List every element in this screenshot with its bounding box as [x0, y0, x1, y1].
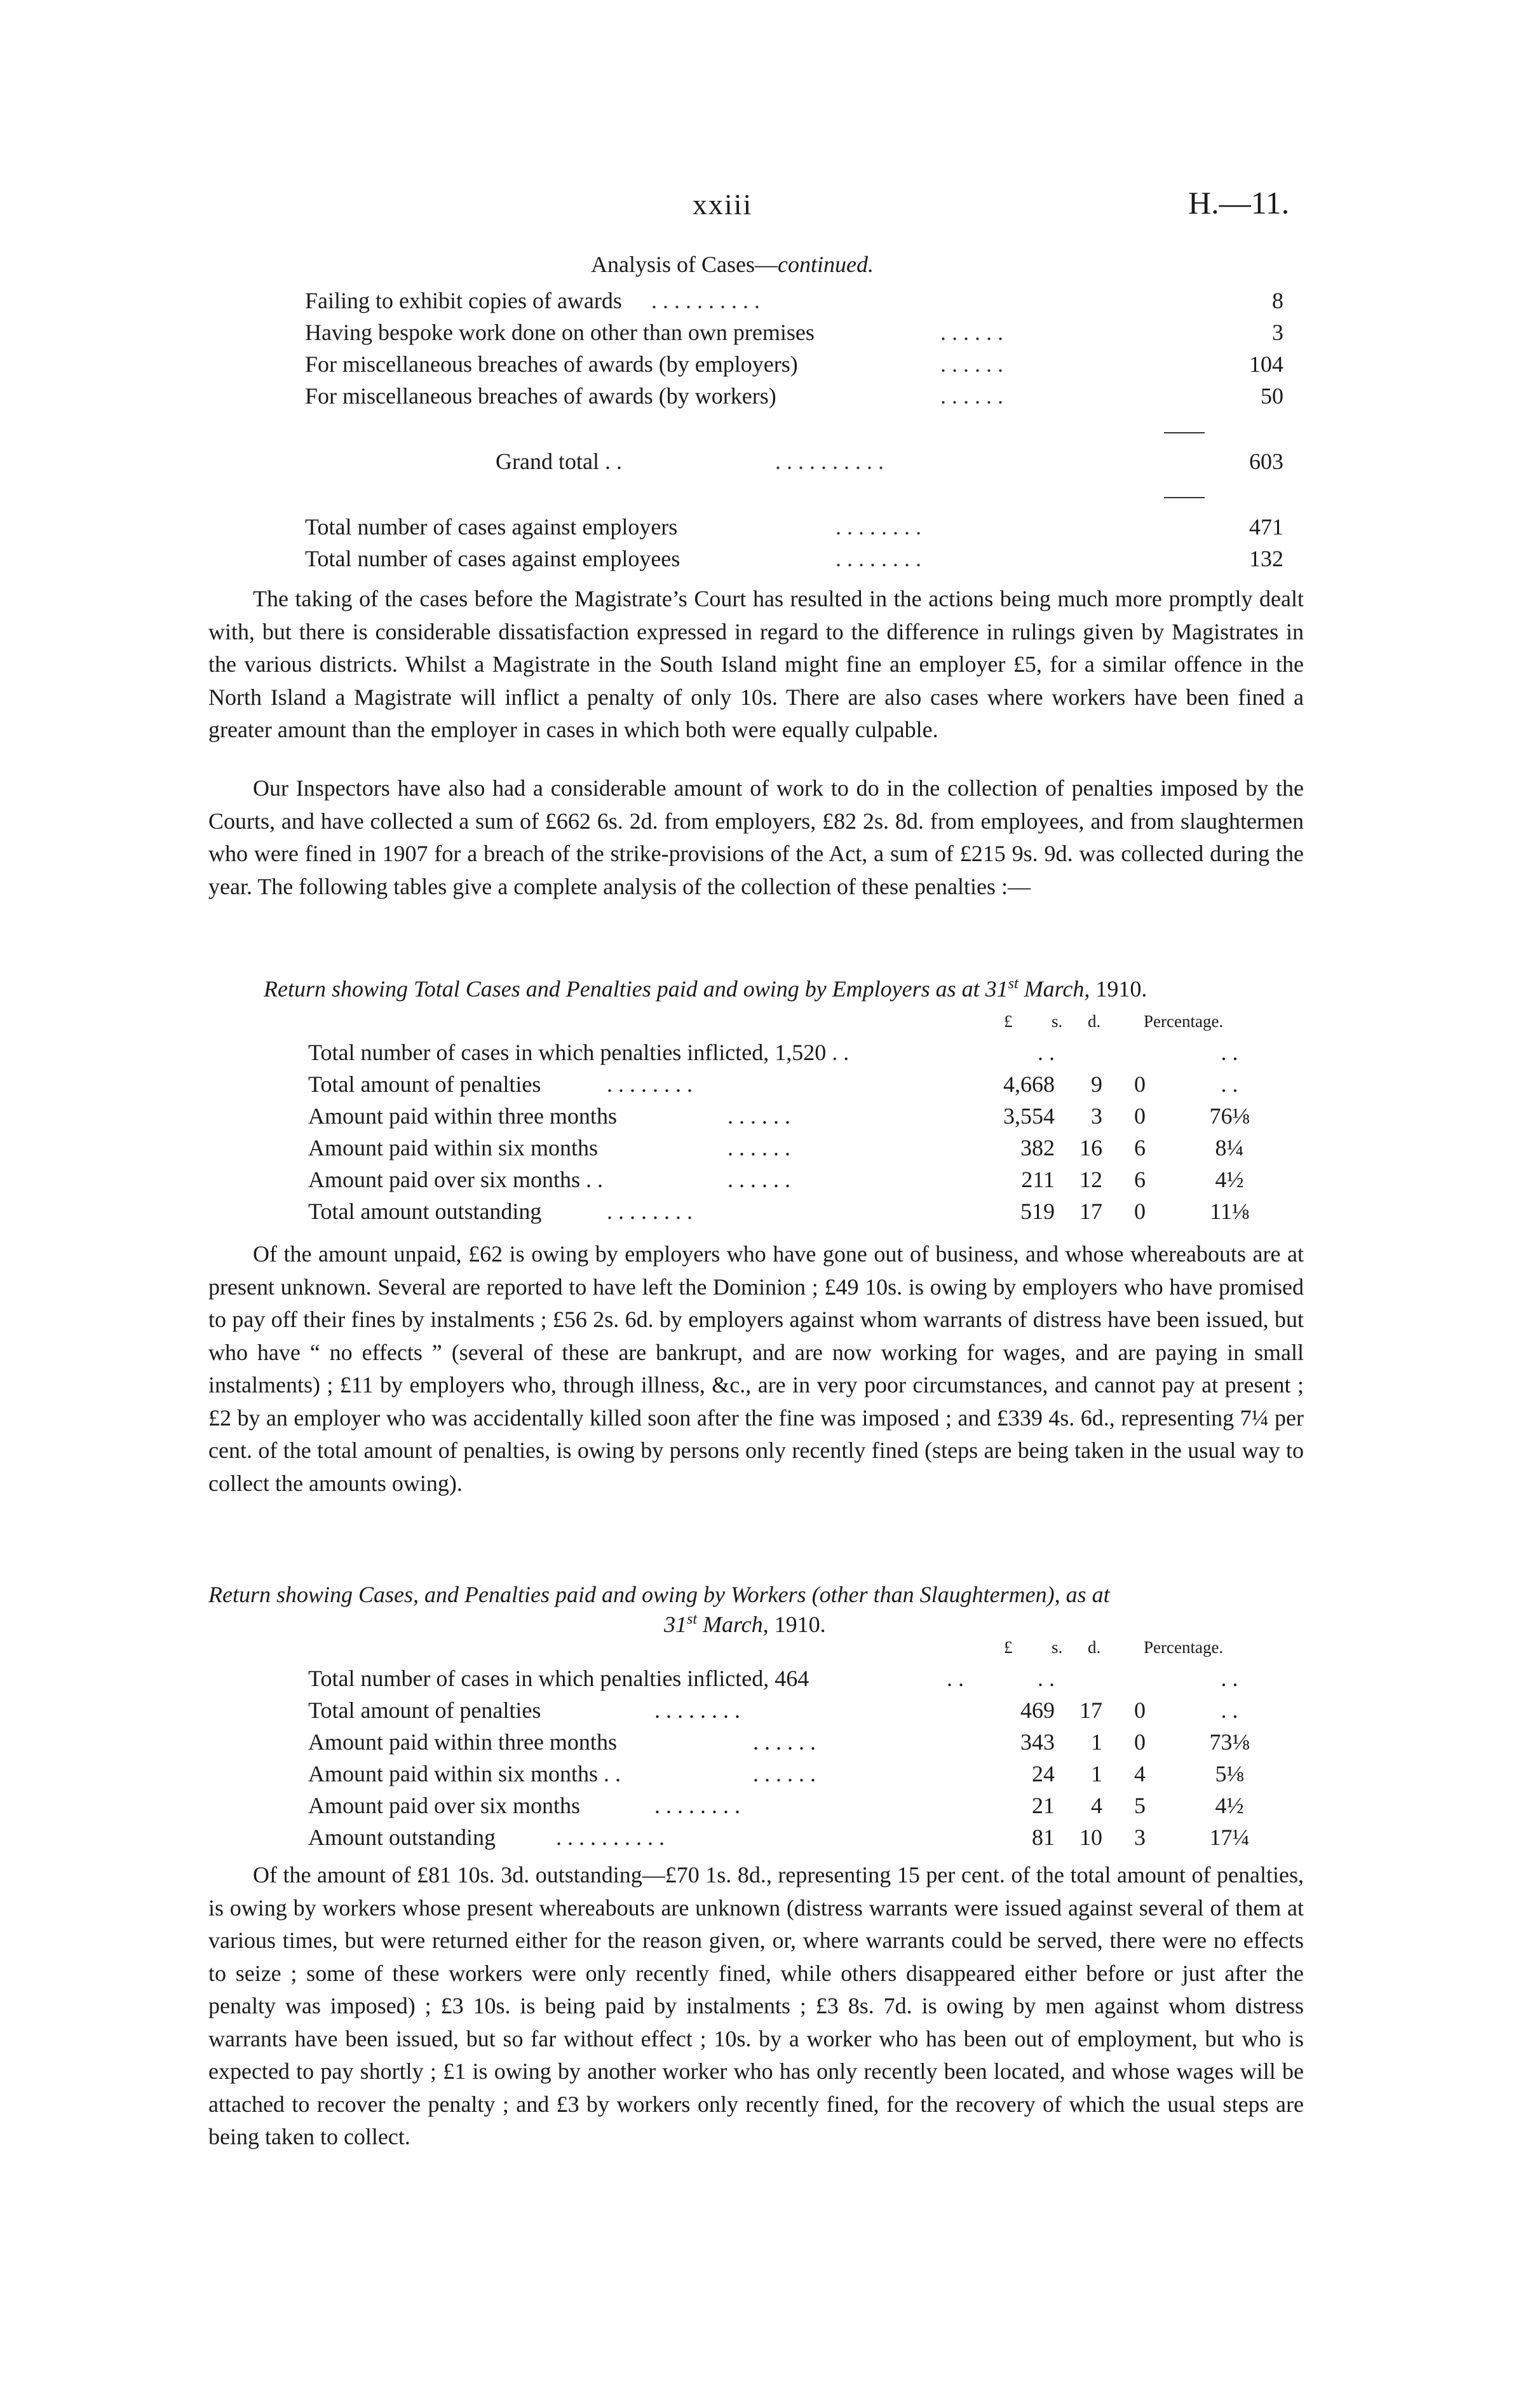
grand-total-value: 603 — [1249, 449, 1283, 474]
workers-return-title-line1: Return showing Cases, and Penalties paid and owing by Workers (other than Slaughtermen), as at — [208, 1582, 1110, 1607]
paragraph — [208, 1238, 1304, 1500]
row-percentage: . . — [1221, 1071, 1238, 1097]
leader-dots: . . . . . . . . — [654, 1793, 740, 1818]
analysis-row — [305, 351, 1296, 383]
col-header-percentage: Percentage. — [1144, 1638, 1224, 1657]
leader-dots: . . . . . . — [728, 1103, 790, 1129]
leader-dots: . . . . . . . . . . — [775, 449, 884, 474]
total-row-value: 471 — [1249, 514, 1283, 540]
col-header-shilling: s. — [1052, 1012, 1063, 1031]
workers-return-title-line2 — [664, 1611, 826, 1638]
page-number: xxiii — [693, 188, 753, 221]
workers-row — [308, 1665, 1325, 1697]
row-pence: 0 — [1134, 1199, 1146, 1224]
paragraph-text: Of the amount unpaid, £62 is owing by employers who have gone out of business, and whose whereabouts are at present unknown. Several are reported to have left the Dominion ; £49 10s. is owing by employers who have promised to pay off their fines by instalments ; £56 2s. 6d. by employers against whom warrants of distress have been issued, but who have “ no effects ” (several of these are bankrupt, and are now working for wages, and are paying in small instalments) ; £11 by employers who, through illness, &c., are in very poor circumstances, and cannot pay at present ; £2 by an employer who was accidentally killed soon after the fine was imposed ; and £339 4s. 6d., representing 7¼ per cent. of the total amount of penalties, is owing by persons only recently fined (steps are being taken in the usual way to collect the amounts owing). — [208, 1241, 1304, 1496]
row-pence: 0 — [1134, 1103, 1146, 1129]
leader-dots: . . . . . . . . . . — [556, 1825, 665, 1850]
leader-dots: . . . . . . — [728, 1135, 790, 1160]
workers-return-title-line2-st: st — [687, 1611, 698, 1628]
col-header-pound: £ — [1004, 1012, 1013, 1031]
workers-row — [308, 1729, 1325, 1760]
row-pence: 4 — [1134, 1761, 1146, 1786]
row-label: Amount paid within three months — [308, 1103, 617, 1129]
row-pounds: 81 — [1032, 1825, 1055, 1850]
employers-row — [308, 1134, 1325, 1166]
leader-dots: . . . . . . — [940, 351, 1003, 377]
row-pence: 5 — [1134, 1793, 1146, 1818]
row-shillings: 17 — [1079, 1199, 1102, 1224]
row-pence: 6 — [1134, 1135, 1146, 1160]
analysis-row-value: 8 — [1272, 288, 1283, 313]
employers-return-title-a: Return showing Total Cases and Penalties paid and owing by Employers as at 31 — [264, 976, 1008, 1002]
paragraph-text: Of the amount of £81 10s. 3d. outstanding—£70 1s. 8d., representing 15 per cent. of the total amount of penalties, is owing by workers whose present whereabouts are unknown (distress warrants were issued against several of them at various times, but were returned either for the reason given, or, where warrants could be served, there were no effects to seize ; some of these workers were only recently fined, while others disappeared either before or just after the penalty was imposed) ; £3 10s. is being paid by instalments ; £3 8s. 7d. is owing by men against whom distress warrants have been issued, but so far without effect ; 10s. by a worker who has been out of employment, but who is expected to pay shortly ; £1 is owing by another worker who has only recently been located, and whose wages will be attached to recover the penalty ; and £3 by workers only recently fined, for the recovery of which the usual steps are being taken to collect. — [208, 1862, 1304, 2149]
employers-row — [308, 1039, 1325, 1071]
workers-row — [308, 1697, 1325, 1729]
row-pounds: 469 — [1020, 1697, 1055, 1723]
grand-total-row — [496, 448, 1296, 480]
row-percentage: . . — [1221, 1040, 1238, 1065]
row-pounds: 3,554 — [1003, 1103, 1055, 1129]
row-percentage: . . — [1221, 1697, 1238, 1723]
row-label: Total number of cases in which penalties inflicted, 1,520 . . — [308, 1040, 849, 1065]
workers-row — [308, 1792, 1325, 1824]
employers-return-title — [264, 976, 1147, 1002]
workers-row — [308, 1824, 1325, 1856]
sum-rule — [1164, 497, 1205, 498]
row-label: Amount paid within six months . . — [308, 1761, 621, 1786]
row-percentage: . . — [1221, 1666, 1238, 1691]
row-pence: 0 — [1134, 1071, 1146, 1097]
analysis-title-text: Analysis of Cases— — [591, 252, 778, 277]
leader-dots: . . . . . . — [940, 383, 1003, 409]
row-pounds: 343 — [1020, 1729, 1055, 1755]
row-label: Total number of cases in which penalties inflicted, 464 — [308, 1666, 809, 1691]
col-header-pound: £ — [1004, 1638, 1013, 1657]
paragraph — [208, 1859, 1304, 2154]
row-pounds: 21 — [1032, 1793, 1055, 1818]
employers-return-title-st: st — [1008, 976, 1019, 992]
analysis-row-value: 3 — [1272, 320, 1283, 345]
employers-row — [308, 1166, 1325, 1198]
row-shillings: 17 — [1079, 1697, 1102, 1723]
col-header-pence: d. — [1088, 1638, 1101, 1657]
analysis-row-label: For miscellaneous breaches of awards (by employers) — [305, 351, 798, 377]
row-label: Amount paid within three months — [308, 1729, 617, 1755]
analysis-title-italic: continued. — [777, 252, 874, 277]
row-percentage: 5⅛ — [1215, 1761, 1244, 1786]
row-pence: 3 — [1134, 1825, 1146, 1850]
paragraph-text: The taking of the cases before the Magistrate’s Court has resulted in the actions being much more promptly dealt with, but there is considerable dissatisfaction expressed in regard to the difference in rulings given by Magistrates in the various districts. Whilst a Magistrate in the South Island might fine an employer £5, for a similar offence in the North Island a Magistrate will inflict a penalty of only 10s. There are also cases where workers have been fined a greater amount than the employer in cases in which both were equally culpable. — [208, 586, 1304, 742]
paragraph-text: Our Inspectors have also had a considerable amount of work to do in the collection of penalties imposed by the Courts, and have collected a sum of £662 6s. 2d. from employers, £82 2s. 8d. from employees, and from slaughtermen who were fined in 1907 for a breach of the strike-provisions of the Act, a sum of £215 9s. 9d. was collected during the year. The following tables give a complete analysis of the collection of these penalties :— — [208, 775, 1304, 899]
row-pence: 0 — [1134, 1729, 1146, 1755]
analysis-row-label: For miscellaneous breaches of awards (by workers) — [305, 383, 776, 409]
leader-dots: . . . . . . . . — [836, 514, 921, 540]
row-shillings: 4 — [1091, 1793, 1102, 1818]
row-percentage: 4½ — [1215, 1793, 1244, 1818]
row-shillings: 10 — [1079, 1825, 1102, 1850]
analysis-row — [305, 287, 1296, 319]
workers-row — [308, 1760, 1325, 1792]
workers-return-title-line2-a: 31 — [664, 1612, 687, 1637]
row-percentage: 76⅛ — [1209, 1103, 1250, 1129]
employers-return-title-b: March, — [1018, 976, 1096, 1002]
paragraph — [208, 772, 1304, 903]
row-pence: 6 — [1134, 1167, 1146, 1192]
leader-dots: . . — [947, 1666, 964, 1691]
document-reference: H.—11. — [1188, 185, 1290, 221]
analysis-row — [305, 319, 1296, 351]
row-label: Total amount of penalties — [308, 1071, 541, 1097]
workers-return-title-line2-year: 1910. — [774, 1612, 826, 1637]
row-pence: 0 — [1134, 1697, 1146, 1723]
total-row-value: 132 — [1249, 546, 1283, 571]
leader-dots: . . . . . . . . . . — [651, 288, 760, 313]
row-label: Amount paid over six months . . — [308, 1167, 603, 1192]
row-shillings: 9 — [1091, 1071, 1102, 1097]
row-pounds: 211 — [1021, 1167, 1055, 1192]
analysis-row-value: 50 — [1261, 383, 1283, 409]
row-pounds: . . — [1038, 1040, 1055, 1065]
paragraph — [208, 583, 1304, 747]
analysis-row-label: Failing to exhibit copies of awards — [305, 288, 622, 313]
analysis-title — [591, 251, 874, 278]
row-percentage: 4½ — [1215, 1167, 1244, 1192]
row-label: Amount outstanding — [308, 1825, 496, 1850]
leader-dots: . . . . . . . . — [654, 1697, 740, 1723]
analysis-row-label: Having bespoke work done on other than own premises — [305, 320, 815, 345]
row-percentage: 11⅛ — [1210, 1199, 1249, 1224]
employers-row — [308, 1071, 1325, 1103]
row-label: Total amount outstanding — [308, 1199, 542, 1224]
col-header-shilling: s. — [1052, 1638, 1063, 1657]
total-row — [305, 545, 1296, 577]
employers-row — [308, 1103, 1325, 1134]
total-row-label: Total number of cases against employers — [305, 514, 678, 540]
row-label: Total amount of penalties — [308, 1697, 541, 1723]
row-shillings: 1 — [1091, 1729, 1102, 1755]
row-pounds: 382 — [1020, 1135, 1055, 1160]
row-shillings: 12 — [1079, 1167, 1102, 1192]
analysis-row — [305, 383, 1296, 414]
grand-total-label: Grand total . . — [496, 449, 622, 474]
total-row-label: Total number of cases against employees — [305, 546, 680, 571]
row-percentage: 73⅛ — [1209, 1729, 1250, 1755]
total-row — [305, 514, 1296, 545]
row-pounds: 519 — [1020, 1199, 1055, 1224]
sum-rule — [1164, 432, 1205, 433]
row-percentage: 17¼ — [1209, 1825, 1250, 1850]
col-header-pence: d. — [1088, 1012, 1101, 1031]
analysis-row-value: 104 — [1249, 351, 1283, 377]
leader-dots: . . . . . . — [940, 320, 1003, 345]
workers-return-title-line2-b: March, — [697, 1612, 775, 1637]
row-shillings: 1 — [1091, 1761, 1102, 1786]
leader-dots: . . . . . . . . — [607, 1199, 693, 1224]
row-pounds: 4,668 — [1003, 1071, 1055, 1097]
row-shillings: 3 — [1091, 1103, 1102, 1129]
row-label: Amount paid over six months — [308, 1793, 580, 1818]
leader-dots: . . . . . . — [753, 1729, 816, 1755]
col-header-percentage: Percentage. — [1144, 1012, 1224, 1031]
row-shillings: 16 — [1079, 1135, 1102, 1160]
leader-dots: . . . . . . — [753, 1761, 816, 1786]
row-label: Amount paid within six months — [308, 1135, 599, 1160]
leader-dots: . . . . . . . . — [607, 1071, 693, 1097]
row-pounds: 24 — [1032, 1761, 1055, 1786]
leader-dots: . . . . . . — [728, 1167, 790, 1192]
employers-return-title-year: 1910. — [1095, 976, 1147, 1002]
row-pounds: . . — [1038, 1666, 1055, 1691]
row-percentage: 8¼ — [1215, 1135, 1244, 1160]
employers-row — [308, 1198, 1325, 1230]
leader-dots: . . . . . . . . — [836, 546, 921, 571]
